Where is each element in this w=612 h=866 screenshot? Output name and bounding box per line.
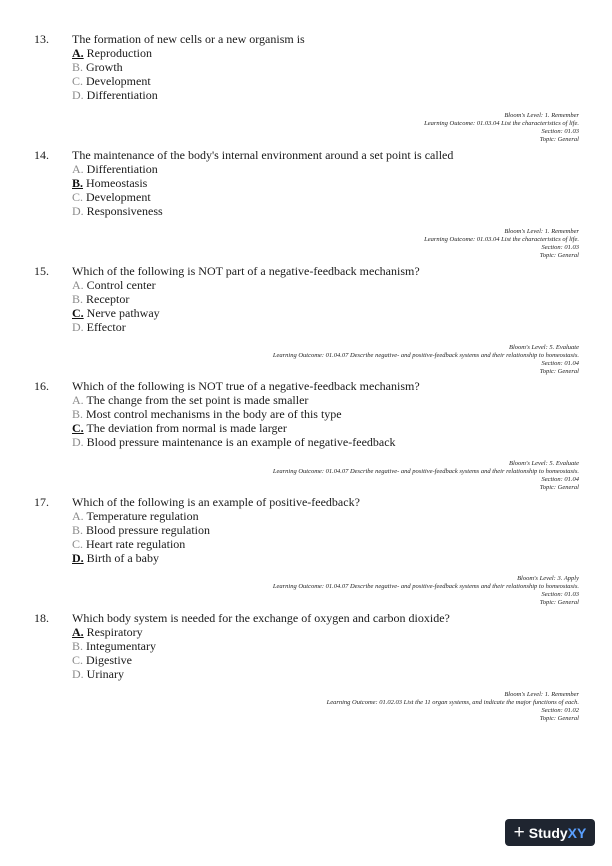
choice-text: The change from the set point is made smaller	[86, 393, 309, 407]
question-number: 14.	[34, 148, 49, 162]
choice-a	[72, 625, 156, 639]
section-label: Section: 01.03	[541, 244, 579, 251]
question-metadata	[273, 344, 579, 376]
studyxy-badge[interactable]	[505, 819, 595, 846]
question-text: Which of the following is NOT part of a negative-feedback mechanism?	[72, 264, 420, 278]
choice-text: Control center	[86, 278, 156, 292]
section-label: Section: 01.03	[541, 591, 579, 598]
choice-letter: D.	[72, 435, 84, 449]
choice-letter: D.	[72, 667, 84, 681]
bloom-level: Bloom's Level: 1. Remember	[504, 228, 579, 235]
choice-d	[72, 667, 156, 681]
choice-letter: B.	[72, 639, 84, 653]
choice-a	[72, 393, 396, 407]
choice-c	[72, 74, 158, 88]
choice-letter: A.	[72, 625, 84, 639]
choice-letter: D.	[72, 320, 84, 334]
choice-text: Development	[86, 190, 151, 204]
choice-b	[72, 176, 163, 190]
choice-b	[72, 60, 158, 74]
question-metadata	[273, 460, 579, 492]
choice-d	[72, 88, 158, 102]
question-number: 17.	[34, 495, 49, 509]
brand-accent: XY	[567, 824, 587, 841]
choice-list	[72, 393, 396, 449]
question-metadata	[273, 575, 579, 607]
choice-letter: B.	[72, 292, 84, 306]
choice-b	[72, 639, 156, 653]
choice-text: Digestive	[86, 653, 133, 667]
choice-list	[72, 509, 210, 565]
section-label: Section: 01.04	[541, 476, 579, 483]
topic-label: Topic: General	[539, 368, 579, 375]
question-text: Which of the following is NOT true of a negative-feedback mechanism?	[72, 379, 420, 393]
section-label: Section: 01.02	[541, 707, 579, 714]
bloom-level: Bloom's Level: 1. Remember	[504, 691, 579, 698]
bloom-level: Bloom's Level: 3. Apply	[517, 575, 579, 582]
choice-a	[72, 162, 163, 176]
choice-b	[72, 292, 160, 306]
learning-outcome: Learning Outcome: 01.03.04 List the characteristics of life.	[424, 120, 579, 127]
choice-d	[72, 204, 163, 218]
topic-label: Topic: General	[539, 599, 579, 606]
question-metadata	[327, 691, 579, 723]
choice-letter: D.	[72, 88, 84, 102]
choice-text: Urinary	[86, 667, 124, 681]
choice-text: Most control mechanisms in the body are of this type	[86, 407, 342, 421]
choice-text: Effector	[86, 320, 126, 334]
choice-c	[72, 306, 160, 320]
question-metadata	[424, 228, 579, 260]
topic-label: Topic: General	[539, 484, 579, 491]
choice-letter: B.	[72, 523, 84, 537]
bloom-level: Bloom's Level: 1. Remember	[504, 112, 579, 119]
question-number: 16.	[34, 379, 49, 393]
brand-name: Study	[528, 824, 568, 841]
choice-text: Development	[86, 74, 151, 88]
choice-letter: A.	[72, 393, 84, 407]
choice-list	[72, 278, 160, 334]
choice-text: Differentiation	[86, 162, 158, 176]
choice-letter: C.	[72, 537, 84, 551]
question-number: 13.	[34, 32, 49, 46]
question-metadata	[424, 112, 579, 144]
topic-label: Topic: General	[539, 715, 579, 722]
choice-text: Respiratory	[86, 625, 143, 639]
choice-text: Blood pressure maintenance is an example of negative-feedback	[86, 435, 396, 449]
bloom-level: Bloom's Level: 5. Evaluate	[509, 460, 579, 467]
question-number: 18.	[34, 611, 49, 625]
choice-letter: C.	[72, 74, 84, 88]
choice-text: Nerve pathway	[86, 306, 160, 320]
plus-icon: +	[513, 822, 525, 843]
choice-c	[72, 190, 163, 204]
choice-text: Heart rate regulation	[86, 537, 186, 551]
choice-letter: A.	[72, 509, 84, 523]
choice-letter: D.	[72, 204, 84, 218]
learning-outcome: Learning Outcome: 01.02.03 List the 11 organ systems, and indicate the major functions of each.	[326, 699, 579, 706]
choice-d	[72, 320, 160, 334]
question-number: 15.	[34, 264, 49, 278]
choice-text: Integumentary	[86, 639, 156, 653]
choice-c	[72, 537, 210, 551]
choice-letter: D.	[72, 551, 84, 565]
choice-letter: A.	[72, 278, 84, 292]
choice-letter: C.	[72, 421, 84, 435]
choice-d	[72, 435, 396, 449]
question-text: The maintenance of the body's internal environment around a set point is called	[72, 148, 454, 162]
choice-text: Reproduction	[86, 46, 152, 60]
choice-text: Receptor	[86, 292, 130, 306]
choice-letter: B.	[72, 407, 84, 421]
choice-letter: B.	[72, 60, 84, 74]
learning-outcome: Learning Outcome: 01.03.04 List the characteristics of life.	[424, 236, 579, 243]
choice-text: Growth	[86, 60, 123, 74]
choice-list	[72, 162, 163, 218]
question-text: The formation of new cells or a new organism is	[72, 32, 305, 46]
choice-text: Temperature regulation	[86, 509, 199, 523]
choice-letter: C.	[72, 190, 84, 204]
choice-text: Blood pressure regulation	[86, 523, 210, 537]
choice-b	[72, 407, 396, 421]
section-label: Section: 01.03	[541, 128, 579, 135]
bloom-level: Bloom's Level: 5. Evaluate	[509, 344, 579, 351]
learning-outcome: Learning Outcome: 01.04.07 Describe negative- and positive-feedback systems and their relationship to homeostasis.	[272, 468, 579, 475]
choice-list	[72, 625, 156, 681]
choice-c	[72, 421, 396, 435]
choice-text: Homeostasis	[86, 176, 148, 190]
choice-letter: A.	[72, 46, 84, 60]
choice-b	[72, 523, 210, 537]
choice-a	[72, 509, 210, 523]
choice-text: Responsiveness	[86, 204, 163, 218]
choice-text: Birth of a baby	[86, 551, 159, 565]
topic-label: Topic: General	[539, 136, 579, 143]
question-text: Which of the following is an example of positive-feedback?	[72, 495, 360, 509]
question-text: Which body system is needed for the exchange of oxygen and carbon dioxide?	[72, 611, 450, 625]
choice-letter: C.	[72, 306, 84, 320]
choice-a	[72, 278, 160, 292]
choice-list	[72, 46, 158, 102]
choice-text: The deviation from normal is made larger	[86, 421, 287, 435]
choice-text: Differentiation	[86, 88, 158, 102]
learning-outcome: Learning Outcome: 01.04.07 Describe negative- and positive-feedback systems and their relationship to homeostasis.	[272, 583, 579, 590]
choice-letter: B.	[72, 176, 84, 190]
learning-outcome: Learning Outcome: 01.04.07 Describe negative- and positive-feedback systems and their relationship to homeostasis.	[272, 352, 579, 359]
choice-a	[72, 46, 158, 60]
choice-d	[72, 551, 210, 565]
topic-label: Topic: General	[539, 252, 579, 259]
section-label: Section: 01.04	[541, 360, 579, 367]
choice-letter: C.	[72, 653, 84, 667]
choice-letter: A.	[72, 162, 84, 176]
choice-c	[72, 653, 156, 667]
